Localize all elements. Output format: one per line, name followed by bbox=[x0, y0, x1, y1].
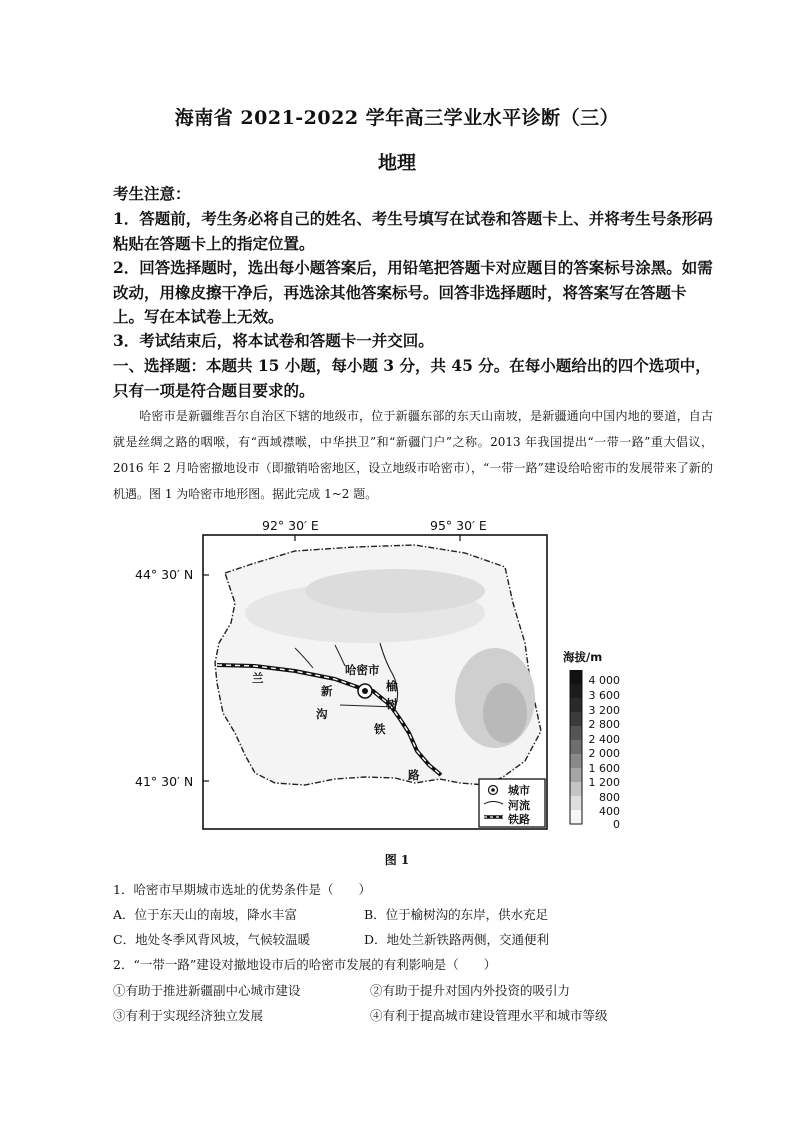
elevation-legend-title: 海拔/m bbox=[563, 650, 603, 664]
question-1-option-c: C．地处冬季风背风坡，气候较温暖 bbox=[113, 932, 311, 947]
elev-3600: 3 600 bbox=[588, 689, 620, 702]
rail-label-xin: 新 bbox=[321, 684, 333, 698]
passage-text: 哈密市是新疆维吾尔自治区下辖的地级市，位于新疆东部的东天山南坡，是新疆通向中国内地的要道，自古就是丝绸之路的咽喉，有“西域襟喉，中华拱卫”和“新疆门户”之称。2013 年我国提出“一带一路”重大倡议，2016 年 2 月哈密撤地设市（即撤销哈密地区，设立地级市哈密市），“一带一路”建设给哈密市的发展带来了新的机遇。图 1 为哈密市地形图。据此完成 1~2 题。 bbox=[113, 409, 713, 501]
east-highland-shade-2 bbox=[483, 683, 527, 743]
lat-label-2: 41° 30′ N bbox=[135, 774, 194, 789]
river-label-yu: 榆 bbox=[386, 679, 398, 693]
question-1-stem: 1．哈密市早期城市选址的优势条件是（ ） bbox=[113, 882, 371, 897]
question-2-option-3: ③有利于实现经济独立发展 bbox=[113, 1008, 264, 1023]
elev-3200: 3 200 bbox=[588, 704, 620, 717]
subject-title: 地理 bbox=[377, 152, 416, 174]
elev-4000: 4 000 bbox=[588, 674, 620, 687]
figure-caption: 图 1 bbox=[384, 853, 410, 867]
elev-1600: 1 600 bbox=[588, 762, 620, 775]
key-river-label: 河流 bbox=[508, 799, 530, 812]
question-2-option-2: ②有助于提升对国内外投资的吸引力 bbox=[370, 983, 571, 998]
hami-city-dot bbox=[362, 688, 368, 694]
section-heading: 一、选择题：本题共 15 小题，每小题 3 分，共 45 分。在每小题给出的四个选项中，只有一项是符合题目要求的。 bbox=[113, 356, 711, 400]
lat-label-1: 44° 30′ N bbox=[135, 567, 194, 582]
notice-item-1: 1．答题前，考生务必将自己的姓名、考生号填写在试卷和答题卡上、并将考生号条形码粘贴在答题卡上的指定位置。 bbox=[113, 209, 713, 253]
question-2-stem: 2．“一带一路”建设对撤地设市后的哈密市发展的有利影响是（ ） bbox=[113, 957, 497, 972]
river-label-gou: 沟 bbox=[316, 707, 328, 721]
elev-1200: 1 200 bbox=[588, 776, 620, 789]
city-label: 哈密市 bbox=[345, 663, 380, 677]
elev-400: 400 bbox=[599, 805, 620, 818]
elev-2000: 2 000 bbox=[588, 747, 620, 760]
notice-heading: 考生注意： bbox=[113, 184, 191, 203]
key-city-label: 城市 bbox=[508, 784, 530, 797]
river-label-shu: 树 bbox=[386, 697, 398, 711]
terrain-map bbox=[195, 533, 555, 833]
question-1-option-a: A．位于东天山的南坡，降水丰富 bbox=[113, 907, 298, 922]
rail-label-lu: 路 bbox=[408, 768, 420, 782]
tianshan-shade-2 bbox=[305, 569, 485, 613]
rail-label-tie: 铁 bbox=[374, 722, 386, 736]
rail-label-lan: 兰 bbox=[252, 671, 264, 685]
notice-item-2: 2．回答选择题时，选出每小题答案后，用铅笔把答题卡对应题目的答案标号涂黑。如需改动，用橡皮擦干净后，再选涂其他答案标号。回答非选择题时，将答案写在答题卡上。写在本试卷上无效。 bbox=[113, 258, 713, 326]
question-1-option-b: B．位于榆树沟的东岸，供水充足 bbox=[364, 907, 549, 922]
elev-800: 800 bbox=[599, 791, 620, 804]
question-2-option-4: ④有利于提高城市建设管理水平和城市等级 bbox=[370, 1008, 608, 1023]
elev-2800: 2 800 bbox=[588, 718, 620, 731]
elev-0: 0 bbox=[613, 818, 620, 831]
notice-item-3: 3．考试结束后，将本试卷和答题卡一并交回。 bbox=[113, 331, 434, 350]
lon-label-2: 95° 30′ E bbox=[430, 518, 487, 533]
key-railway-label: 铁路 bbox=[508, 813, 530, 826]
exam-title: 海南省 2021-2022 学年高三学业水平诊断（三） bbox=[174, 107, 620, 129]
lon-label-1: 92° 30′ E bbox=[262, 518, 319, 533]
question-1-option-d: D．地处兰新铁路两侧，交通便利 bbox=[364, 932, 550, 947]
elev-2400: 2 400 bbox=[588, 733, 620, 746]
question-2-option-1: ①有助于推进新疆副中心城市建设 bbox=[113, 983, 301, 998]
passage bbox=[113, 403, 713, 507]
